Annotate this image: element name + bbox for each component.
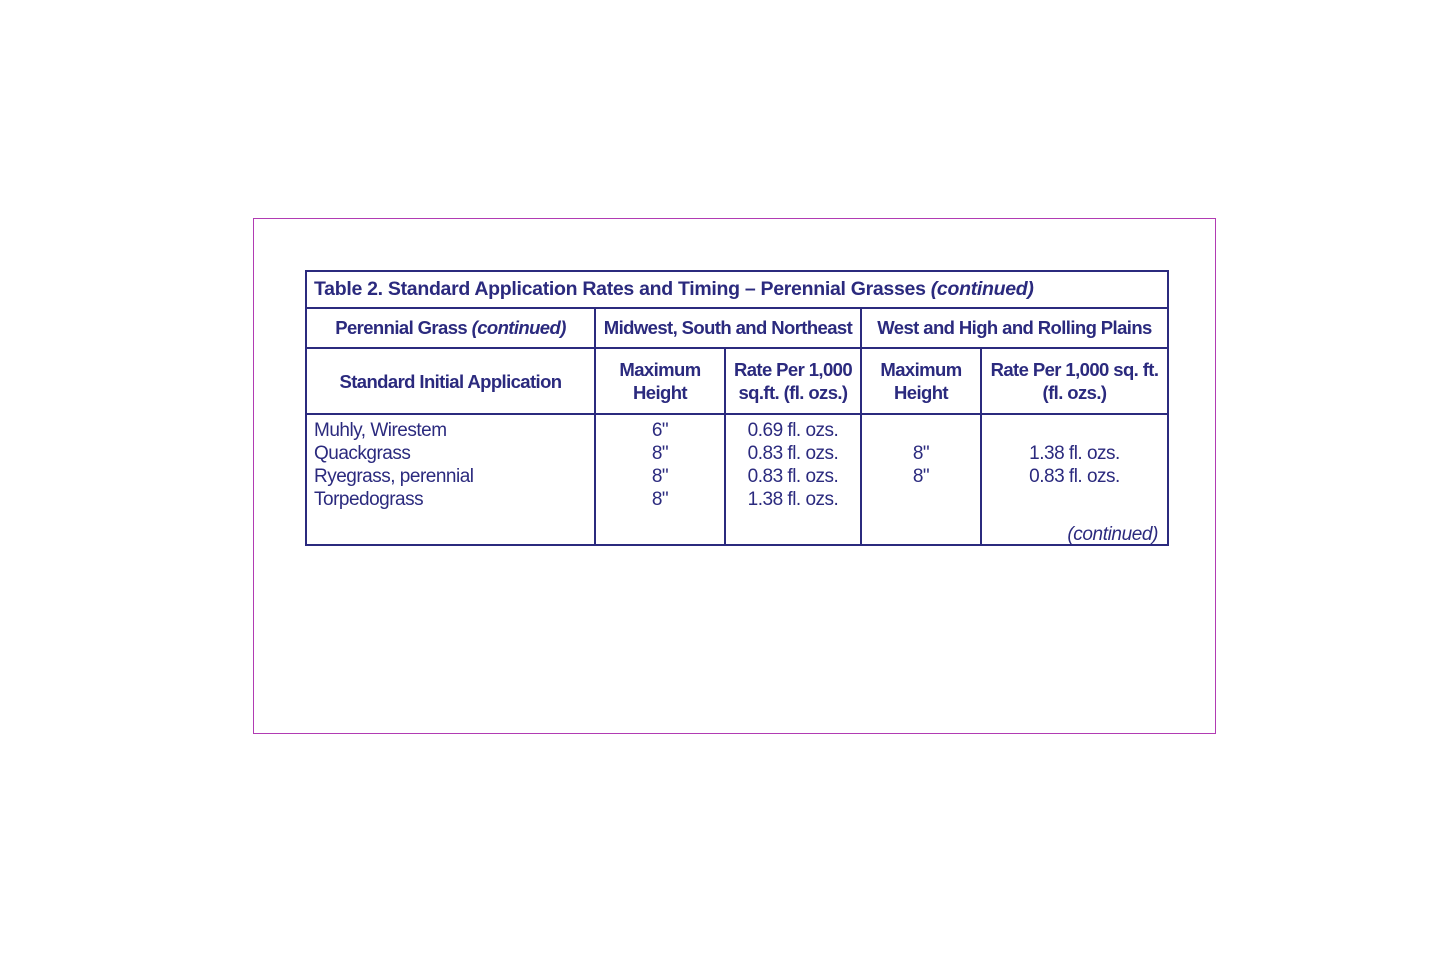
midwest-rate-value: 1.38 fl. ozs.	[747, 489, 839, 510]
midwest-height-value: 6"	[651, 420, 669, 441]
west-rate-value: 1.38 fl. ozs.	[1029, 443, 1120, 464]
midwest-rate-header	[725, 348, 861, 414]
application-header: Standard Initial Application	[306, 348, 595, 414]
west-height-header-line2: Height	[894, 382, 948, 403]
west-height-value: 8"	[912, 466, 930, 487]
grass-region-header	[306, 308, 595, 348]
midwest-rate-value: 0.69 fl. ozs.	[747, 420, 839, 441]
midwest-rate-value: 0.83 fl. ozs.	[747, 466, 839, 487]
grass-names-cell	[306, 414, 595, 545]
region-header-row	[306, 308, 1168, 348]
midwest-height-value: 8"	[651, 443, 669, 464]
midwest-region-header: Midwest, South and Northeast	[595, 308, 861, 348]
midwest-height-value: 8"	[651, 489, 669, 510]
table-title-row	[306, 271, 1168, 308]
west-height-value: 8"	[912, 443, 930, 464]
application-rates-table	[305, 270, 1169, 546]
midwest-height-header	[595, 348, 725, 414]
midwest-rates-cell	[725, 414, 861, 545]
table-title-continued: (continued)	[930, 278, 1034, 300]
grass-name: Ryegrass, perennial	[314, 466, 474, 487]
west-rate-header-line1: Rate Per 1,000 sq. ft.	[990, 359, 1159, 380]
midwest-height-value: 8"	[651, 466, 669, 487]
grass-name: Muhly, Wirestem	[314, 420, 447, 441]
grass-name: Torpedograss	[314, 489, 424, 510]
west-rate-value: 0.83 fl. ozs.	[1029, 466, 1120, 487]
west-rate-header-line2: (fl. ozs.)	[1042, 382, 1107, 403]
grass-region-continued: (continued)	[471, 317, 566, 338]
grass-region-label: Perennial Grass	[335, 317, 468, 338]
west-region-header: West and High and Rolling Plains	[861, 308, 1168, 348]
midwest-height-header-line2: Height	[633, 382, 687, 403]
midwest-rate-value: 0.83 fl. ozs.	[747, 443, 839, 464]
column-header-row	[306, 348, 1168, 414]
table-title-text: Table 2. Standard Application Rates and Timing – Perennial Grasses	[314, 278, 926, 300]
table-title	[306, 271, 1168, 308]
west-height-header-line1: Maximum	[880, 359, 962, 380]
west-height-header	[861, 348, 981, 414]
continued-note: (continued)	[1067, 524, 1158, 545]
midwest-heights-cell	[595, 414, 725, 545]
midwest-height-header-line1: Maximum	[619, 359, 701, 380]
west-rate-header	[981, 348, 1168, 414]
midwest-rate-header-line1: Rate Per 1,000	[733, 359, 853, 380]
grass-name: Quackgrass	[314, 443, 411, 464]
midwest-rate-header-line2: sq.ft. (fl. ozs.)	[738, 382, 848, 403]
